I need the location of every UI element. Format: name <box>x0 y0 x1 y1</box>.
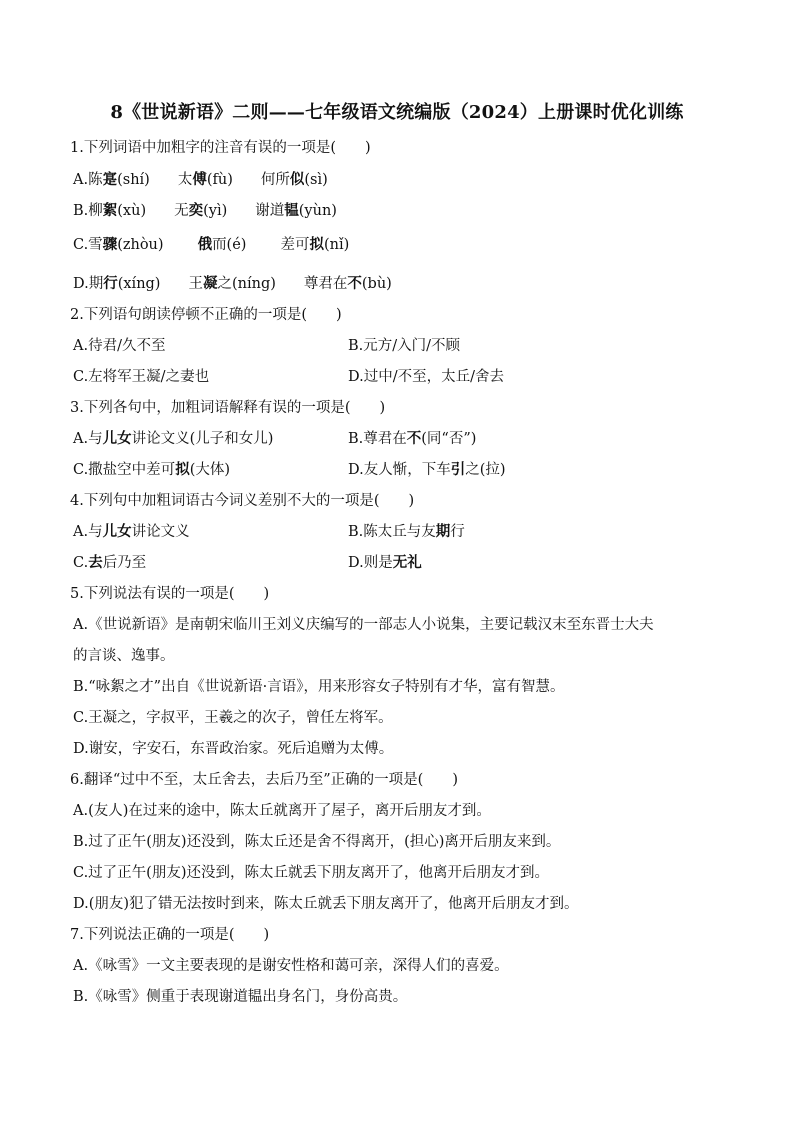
question-7-option-a: A.《咏雪》一文主要表现的是谢安性格和蔼可亲，深得人们的喜爱。 <box>73 958 509 974</box>
page-title: 8《世说新语》二则——七年级语文统编版（2024）上册课时优化训练 <box>110 102 684 123</box>
question-5-option-d: D.谢安，字安石，东晋政治家。死后追赠为太傅。 <box>73 741 394 757</box>
question-5-option-c: C.王凝之，字叔平，王羲之的次子，曾任左将军。 <box>73 710 393 726</box>
question-3-option-a: A.与儿女讲论文义(儿子和女儿) <box>73 430 274 447</box>
question-1-stem: 1.下列词语中加粗字的注音有误的一项是( ) <box>70 140 371 156</box>
question-4-option-c: C.去后乃至 <box>73 554 147 571</box>
question-7-stem: 7.下列说法正确的一项是( ) <box>70 927 270 943</box>
question-3-option-d: D.友人惭，下车引之(拉) <box>348 461 506 478</box>
question-3-option-b: B.尊君在不(同“否”) <box>348 430 477 447</box>
question-2-stem: 2.下列语句朗读停顿不正确的一项是( ) <box>70 307 342 323</box>
question-1-option-d: D.期行(xíng) 王凝之(níng) 尊君在不(bù) <box>73 275 392 292</box>
question-4-option-a: A.与儿女讲论文义 <box>73 523 190 540</box>
question-4-option-d: D.则是无礼 <box>348 554 422 571</box>
question-1-option-c: C.雪骤(zhòu) 俄而(é) 差可拟(nǐ) <box>73 236 350 253</box>
question-4-stem: 4.下列句中加粗词语古今词义差别不大的一项是( ) <box>70 493 415 509</box>
question-6-option-d: D.(朋友)犯了错无法按时到来，陈太丘就丢下朋友离开了，他离开后朋友才到。 <box>73 896 579 912</box>
question-5-option-b: B.“咏絮之才”出自《世说新语·言语》，用来形容女子特别有才华，富有智慧。 <box>73 679 565 695</box>
question-4-option-b: B.陈太丘与友期行 <box>348 523 465 540</box>
question-3-option-c: C.撒盐空中差可拟(大体) <box>73 461 231 478</box>
question-2-option-c: C.左将军王凝/之妻也 <box>73 369 210 385</box>
question-2-option-d: D.过中/不至，太丘/舍去 <box>348 369 504 385</box>
question-1-option-a: A.陈寔(shí) 太傅(fù) 何所似(sì) <box>73 171 328 188</box>
question-5-option-a-line-2: 的言谈、逸事。 <box>73 648 175 664</box>
question-3-stem: 3.下列各句中，加粗词语解释有误的一项是( ) <box>70 400 386 416</box>
question-5-option-a-line-1: A.《世说新语》是南朝宋临川王刘义庆编写的一部志人小说集，主要记载汉末至东晋士大夫 <box>73 617 654 633</box>
question-1-option-b: B.柳絮(xù) 无奕(yì) 谢道韫(yùn) <box>73 202 337 219</box>
question-5-stem: 5.下列说法有误的一项是( ) <box>70 586 270 602</box>
question-6-option-b: B.过了正午(朋友)还没到，陈太丘还是舍不得离开，(担心)离开后朋友来到。 <box>73 834 561 850</box>
question-6-option-c: C.过了正午(朋友)还没到，陈太丘就丢下朋友离开了，他离开后朋友才到。 <box>73 865 549 881</box>
question-6-stem: 6.翻译“过中不至，太丘舍去，去后乃至”正确的一项是( ) <box>70 772 458 788</box>
question-2-option-a: A.待君/久不至 <box>73 338 166 354</box>
question-7-option-b: B.《咏雪》侧重于表现谢道韫出身名门，身份高贵。 <box>73 989 408 1005</box>
question-2-option-b: B.元方/入门/不顾 <box>348 338 461 354</box>
question-6-option-a: A.(友人)在过来的途中，陈太丘就离开了屋子，离开后朋友才到。 <box>73 803 491 819</box>
